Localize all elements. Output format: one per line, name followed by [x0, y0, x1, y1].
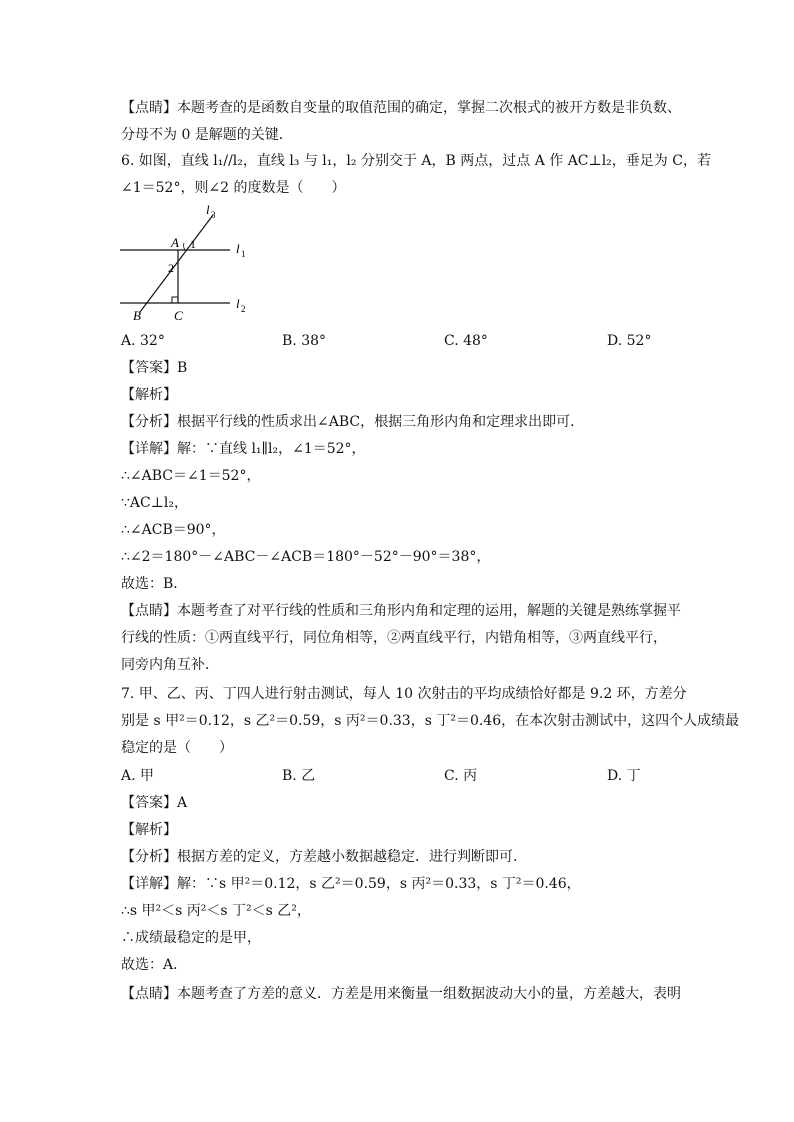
- text-line: ∴∠2＝180°－∠ABC－∠ACB＝180°－52°－90°＝38°，: [121, 549, 491, 565]
- label-l3-sub: 3: [211, 210, 216, 220]
- analysis-label: 【解析】: [121, 822, 177, 838]
- text-line: 同旁内角互补．: [121, 657, 219, 673]
- label-b: B: [133, 308, 141, 322]
- text-line: 【点睛】本题考查了对平行线的性质和三角形内角和定理的运用，解题的关键是熟练掌握平: [121, 603, 681, 619]
- text-line: 故选：B．: [121, 576, 188, 592]
- option-d: D. 丁: [607, 768, 641, 784]
- text-line: 【分析】根据方差的定义，方差越小数据越稳定．进行判断即可．: [121, 849, 527, 865]
- text-line: ∴成绩最稳定的是甲，: [121, 930, 261, 946]
- question-7-stem-cont: 稳定的是（ ）: [121, 740, 233, 756]
- text-line: ∵AC⊥l₂，: [121, 495, 188, 511]
- question-7-stem: 7. 甲、乙、丙、丁四人进行射击测试，每人 10 次射击的平均成绩恰好都是 9.2 环，方差分: [121, 686, 687, 702]
- text-line: 故选：A．: [121, 957, 188, 973]
- question-7-stem-cont: 别是 s 甲²＝0.12，s 乙²＝0.59，s 丙²＝0.33，s 丁²＝0.46，在本次射击测试中，这四个人成绩最: [121, 713, 740, 729]
- text-line: 【点睛】本题考查的是函数自变量的取值范围的确定，掌握二次根式的被开方数是非负数、: [121, 100, 681, 116]
- text-line: 【点睛】本题考查了方差的意义．方差是用来衡量一组数据波动大小的量，方差越大，表明: [121, 986, 681, 1002]
- question-6-stem-cont: ∠1＝52°，则∠2 的度数是（ ）: [121, 180, 346, 196]
- label-l2: l: [236, 296, 240, 311]
- text-line: 行线的性质：①两直线平行，同位角相等，②两直线平行，内错角相等，③两直线平行，: [121, 630, 667, 646]
- option-a: A. 32°: [121, 333, 165, 349]
- option-d: D. 52°: [607, 333, 652, 349]
- label-l2-sub: 2: [241, 304, 246, 314]
- label-a: A: [171, 235, 179, 250]
- analysis-label: 【解析】: [121, 387, 177, 403]
- text-line: 【详解】解：∵直线 l₁∥l₂，∠1＝52°，: [121, 441, 366, 457]
- label-l3: l: [206, 202, 210, 217]
- label-angle-2: 2: [168, 261, 174, 275]
- question-6-stem: 6. 如图，直线 l₁//l₂，直线 l₃ 与 l₁，l₂ 分别交于 A，B 两点，过点 A 作 AC⊥l₂，垂足为 C，若: [121, 153, 711, 169]
- option-c: C. 丙: [444, 768, 478, 784]
- angle-1-arc: [184, 243, 185, 250]
- label-angle-1: 1: [190, 237, 196, 251]
- label-c: C: [174, 308, 183, 322]
- text-line: 【分析】根据平行线的性质求出∠ABC，根据三角形内角和定理求出即可．: [121, 414, 585, 430]
- option-b: B. 38°: [282, 333, 327, 349]
- answer-label: 【答案】B: [121, 360, 188, 376]
- question-7-options: [121, 766, 681, 786]
- option-a: A. 甲: [121, 768, 155, 784]
- question-6-options: [121, 331, 681, 351]
- option-c: C. 48°: [444, 333, 488, 349]
- answer-label: 【答案】A: [121, 795, 188, 811]
- text-line: ∴∠ACB＝90°，: [121, 522, 226, 538]
- label-l1: l: [236, 241, 240, 256]
- option-b: B. 乙: [282, 768, 316, 784]
- text-line: 【详解】解：∵s 甲²＝0.12，s 乙²＝0.59，s 丙²＝0.33，s 丁²＝0.46，: [121, 876, 581, 892]
- text-line: 分母不为 0 是解题的关键．: [121, 127, 293, 143]
- text-line: ∴s 甲²＜s 丙²＜s 丁²＜s 乙²，: [121, 903, 311, 919]
- label-l1-sub: 1: [241, 249, 246, 259]
- geometry-figure: [118, 200, 268, 322]
- text-line: ∴∠ABC＝∠1＝52°，: [121, 468, 261, 484]
- right-angle-mark: [172, 297, 178, 303]
